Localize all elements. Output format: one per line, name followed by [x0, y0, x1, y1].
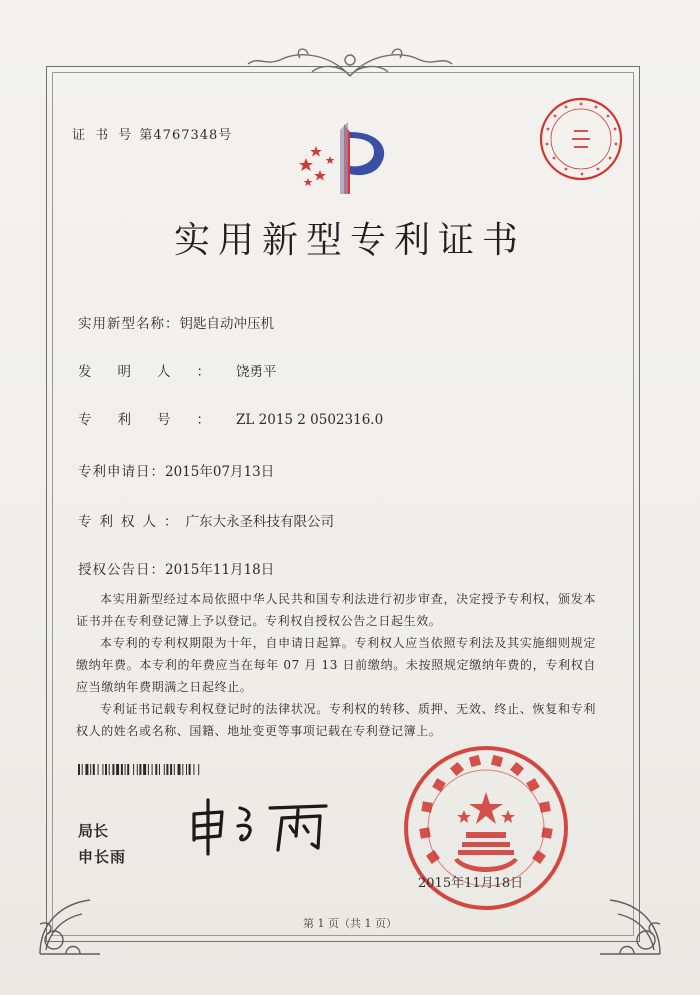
body-paragraph-2: 本专利的专利权期限为十年，自申请日起算。专利权人应当依照专利法及其实施细则规定缴纳年费。本专利的年费应当在每年 07 月 13 日前缴纳。未按照规定缴纳年费的，专利权自应当缴纳年费期满之日起终止。: [76, 636, 596, 694]
utility-model-name-value: 钥匙自动冲压机: [179, 316, 274, 332]
inventor-value: 饶勇平: [236, 364, 277, 380]
patentee-row: [78, 510, 334, 530]
utility-model-name-label: 实用新型名称：: [78, 316, 180, 332]
barcode: [78, 764, 266, 775]
body-paragraph-1: 本实用新型经过本局依照中华人民共和国专利法进行初步审查，决定授予专利权，颁发本证书并在专利登记簿上予以登记。专利权自授权公告之日起生效。: [76, 592, 596, 628]
page-number: 第 1 页（共 1 页）: [303, 917, 397, 930]
certificate-number-label: 证 书 号: [72, 128, 135, 143]
patent-number-value: ZL 2015 2 0502316.0: [236, 412, 384, 428]
filing-date-row: [78, 460, 274, 480]
director-signature: [186, 796, 336, 856]
utility-model-name-row: [78, 312, 274, 332]
patent-office-stamp: [538, 96, 624, 182]
filing-date-value: 2015年07月13日: [165, 464, 275, 480]
patentee-value: 广东大永圣科技有限公司: [185, 514, 334, 530]
patentee-label: 专利权人：: [78, 514, 186, 530]
issue-date: 2015年11月18日: [418, 876, 524, 891]
certificate-number-value: 第4767348号: [139, 128, 233, 143]
grant-date-value: 2015年11月18日: [165, 562, 275, 578]
certificate-body: [76, 588, 596, 742]
patent-number-label: 专利号：: [78, 412, 236, 428]
filing-date-label: 专利申请日：: [78, 464, 165, 480]
certificate-title: 实用新型专利证书: [173, 220, 526, 261]
grant-date-label: 授权公告日：: [78, 562, 165, 578]
inventor-row: [78, 360, 277, 380]
director-name: 申长雨: [78, 848, 127, 866]
top-ornament: [240, 46, 460, 82]
certificate-number: [72, 124, 232, 143]
patent-number-row: [78, 408, 383, 428]
director-title: 局长: [78, 822, 109, 840]
grant-date-row: [78, 558, 274, 578]
inventor-label: 发明人：: [78, 364, 236, 380]
body-paragraph-3: 专利证书记载专利权登记时的法律状况。专利权的转移、质押、无效、终止、恢复和专利权人的姓名或名称、国籍、地址变更等事项记载在专利登记簿上。: [76, 702, 596, 738]
patent-office-logo: [292, 118, 402, 198]
